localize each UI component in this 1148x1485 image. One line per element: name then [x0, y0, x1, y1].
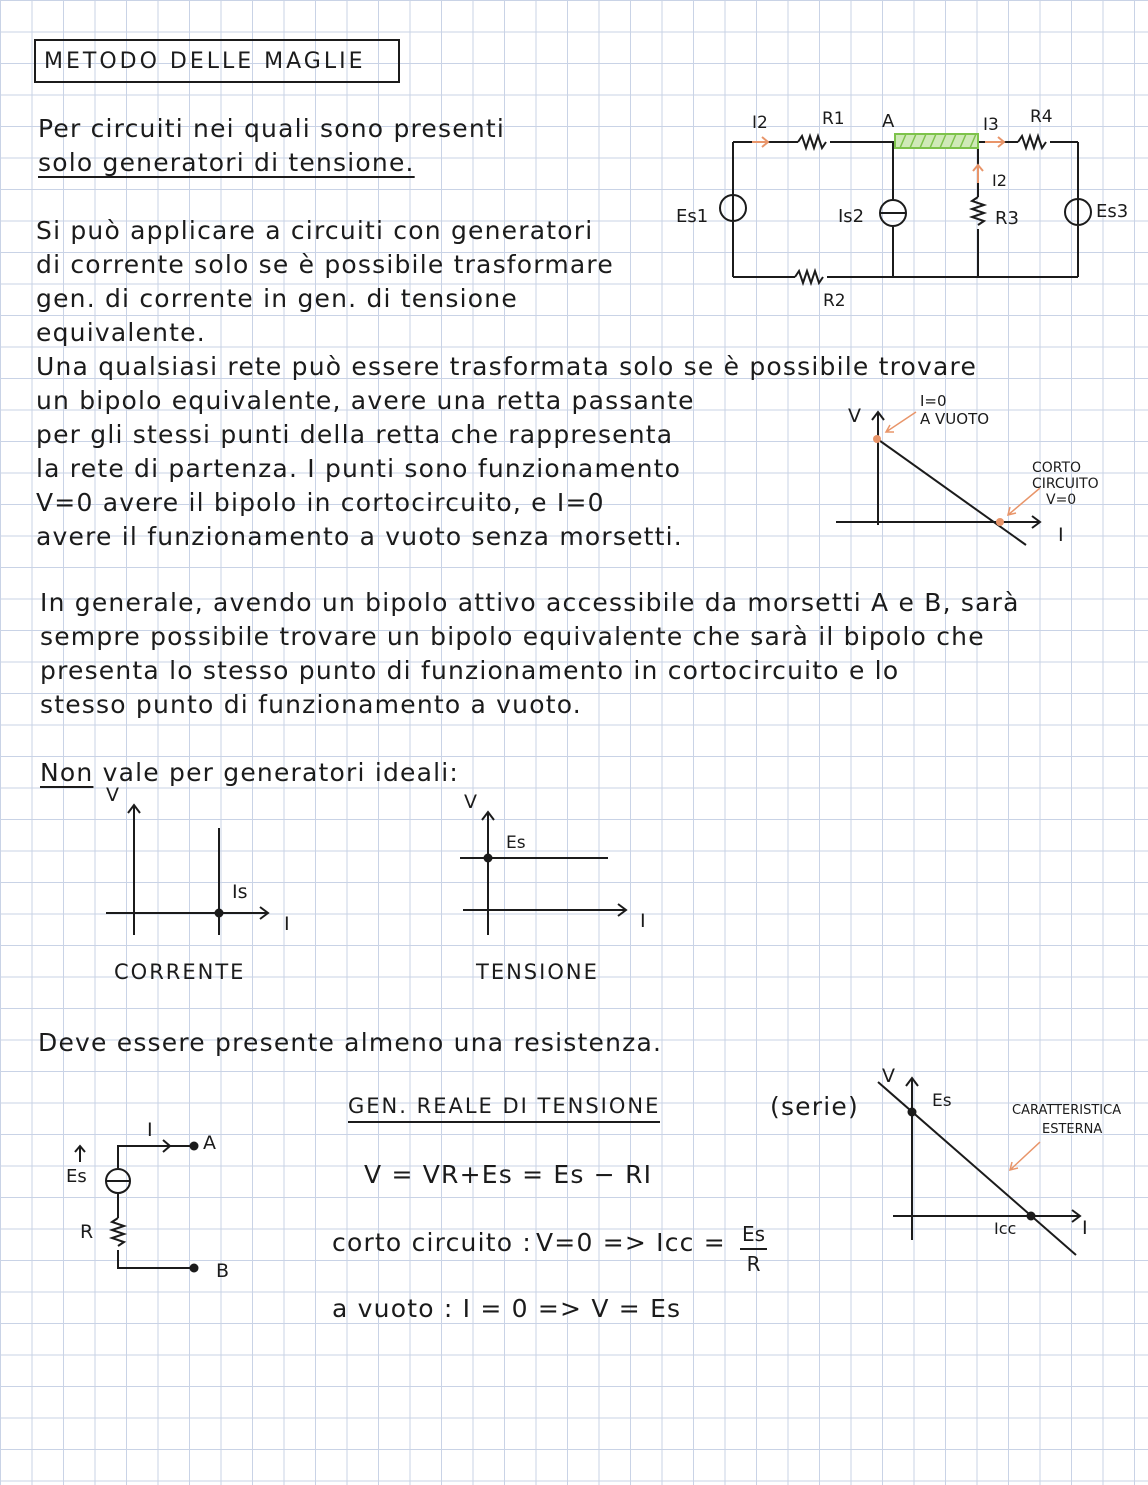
resistor-r4-icon: [1018, 136, 1046, 148]
thevenin-i-label: I: [1058, 524, 1064, 546]
real-i-axis-label: I: [1082, 1217, 1088, 1239]
label-a: A: [882, 111, 895, 132]
real-i-label: I: [147, 1119, 153, 1141]
short-note-arrow-icon: [1008, 488, 1040, 515]
real-graph-icc-label: Icc: [994, 1219, 1017, 1238]
voltage-caption: TENSIONE: [476, 960, 599, 984]
real-a-label: A: [203, 1132, 216, 1154]
real-r-label: R: [80, 1221, 94, 1243]
real-es-point: [908, 1108, 917, 1117]
thevenin-i-axis: [836, 516, 1040, 528]
label-r4: R4: [1030, 107, 1053, 127]
label-r1: R1: [822, 109, 845, 129]
current-v-axis: [128, 805, 140, 935]
i2-top-arrow-icon: [752, 137, 768, 147]
short-note-3: V=0: [1046, 492, 1077, 508]
short-circuit-equation: V=0 => Icc =: [536, 1228, 726, 1257]
open-note-2: A VUOTO: [920, 410, 990, 428]
label-i2-mid: I2: [992, 171, 1007, 190]
real-gen-heading-note: (serie): [770, 1092, 859, 1121]
resistor-r2-icon: [795, 271, 823, 283]
intro-line-1: Per circuiti nei quali sono presenti: [38, 114, 506, 143]
label-i3: I3: [983, 115, 999, 135]
real-note-2: ESTERNA: [1042, 1122, 1103, 1137]
real-top-wire: [118, 1146, 194, 1168]
para3-line: In generale, avendo un bipolo attivo accessibile da morsetti A e B, sarà: [40, 588, 1020, 617]
para2-line: avere il funzionamento a vuoto senza morsetti.: [36, 522, 683, 551]
thevenin-v-axis: [872, 412, 884, 525]
voltage-v-label: V: [464, 791, 477, 813]
real-es-label: Es: [66, 1166, 87, 1187]
para3-line: stesso punto di funzionamento a vuoto.: [40, 690, 582, 719]
label-r2: R2: [823, 291, 846, 311]
para3-line: presenta lo stesso punto di funzionamento in cortocircuito e lo: [40, 656, 900, 685]
label-is2: Is2: [838, 206, 865, 227]
para1-line: Si può applicare a circuiti con generatori: [36, 216, 594, 245]
short-circuit-label: corto circuito :: [332, 1228, 532, 1257]
current-v-label: V: [106, 784, 119, 806]
label-i2-top: I2: [752, 113, 768, 133]
real-bottom-wire: [118, 1250, 194, 1268]
real-i-axis: [893, 1210, 1080, 1222]
voltage-point: [484, 854, 493, 863]
real-v-label: V: [882, 1065, 895, 1087]
para2-line: per gli stessi punti della retta che rappresenta: [36, 420, 674, 449]
para2-line: la rete di partenza. I punti sono funzionamento: [36, 454, 682, 483]
non-word: Non: [40, 758, 94, 787]
open-circuit-equation: a vuoto : I = 0 => V = Es: [332, 1294, 682, 1323]
label-es3: Es3: [1096, 201, 1129, 222]
page-title: METODO DELLE MAGLIE: [44, 49, 366, 74]
real-note-1: CARATTERISTICA: [1012, 1103, 1122, 1118]
para3-line: sempre possibile trovare un bipolo equivalente che sarà il bipolo che: [40, 622, 985, 651]
fraction-numerator: Es: [740, 1222, 767, 1250]
voltage-i-label: I: [640, 910, 646, 932]
real-resistor-icon: [112, 1218, 124, 1246]
terminal-a: [190, 1142, 199, 1151]
voltage-v-axis: [482, 812, 494, 935]
intro-line-2: solo generatori di tensione.: [38, 148, 415, 177]
real-graph-es-label: Es: [932, 1091, 952, 1111]
thevenin-v-label: V: [848, 405, 861, 427]
thevenin-open-point: [873, 435, 881, 443]
must-have-line: Deve essere presente almeno una resistenza.: [38, 1028, 663, 1057]
real-es-arrow-icon: [75, 1146, 85, 1162]
short-note-1: CORTO: [1032, 460, 1082, 476]
resistor-r1-icon: [798, 136, 826, 148]
thevenin-line: [876, 438, 1026, 545]
non-vale-rest: vale per generatori ideali:: [102, 758, 460, 787]
current-is-label: Is: [232, 881, 248, 903]
short-note-2: CIRCUITO: [1032, 476, 1099, 492]
real-i-arrow-icon: [140, 1140, 170, 1152]
para1-line: di corrente solo se è possibile trasformare: [36, 250, 614, 279]
voltage-es-label: Es: [506, 833, 526, 853]
current-i-label: I: [284, 913, 290, 935]
open-note-1: I=0: [920, 392, 947, 410]
current-i-axis: [106, 907, 268, 919]
fraction-denominator: R: [746, 1252, 761, 1276]
para2-line: un bipolo equivalente, avere una retta passante: [36, 386, 695, 415]
open-note-arrow-icon: [886, 412, 916, 432]
i2-mid-arrow-icon: [973, 165, 983, 183]
para1-line: equivalente.: [36, 318, 206, 347]
real-icc-point: [1027, 1212, 1036, 1221]
resistor-r3-icon: [972, 197, 984, 225]
i3-arrow-icon: [985, 137, 1004, 147]
real-gen-heading: GEN. REALE DI TENSIONE: [348, 1096, 660, 1123]
current-point: [215, 909, 224, 918]
real-b-label: B: [216, 1260, 230, 1282]
real-note-arrow-icon: [1010, 1142, 1040, 1170]
para2-line: V=0 avere il bipolo in cortocircuito, e I=0: [36, 488, 605, 517]
label-r3: R3: [995, 208, 1019, 229]
thevenin-short-point: [996, 518, 1004, 526]
real-gen-equation: V = VR+Es = Es − RI: [364, 1160, 653, 1189]
para1-line: gen. di corrente in gen. di tensione: [36, 284, 518, 313]
terminal-b: [190, 1264, 199, 1273]
label-es1: Es1: [676, 206, 709, 227]
current-caption: CORRENTE: [114, 960, 246, 984]
para2-line: Una qualsiasi rete può essere trasformata solo se è possibile trovare: [36, 352, 978, 381]
